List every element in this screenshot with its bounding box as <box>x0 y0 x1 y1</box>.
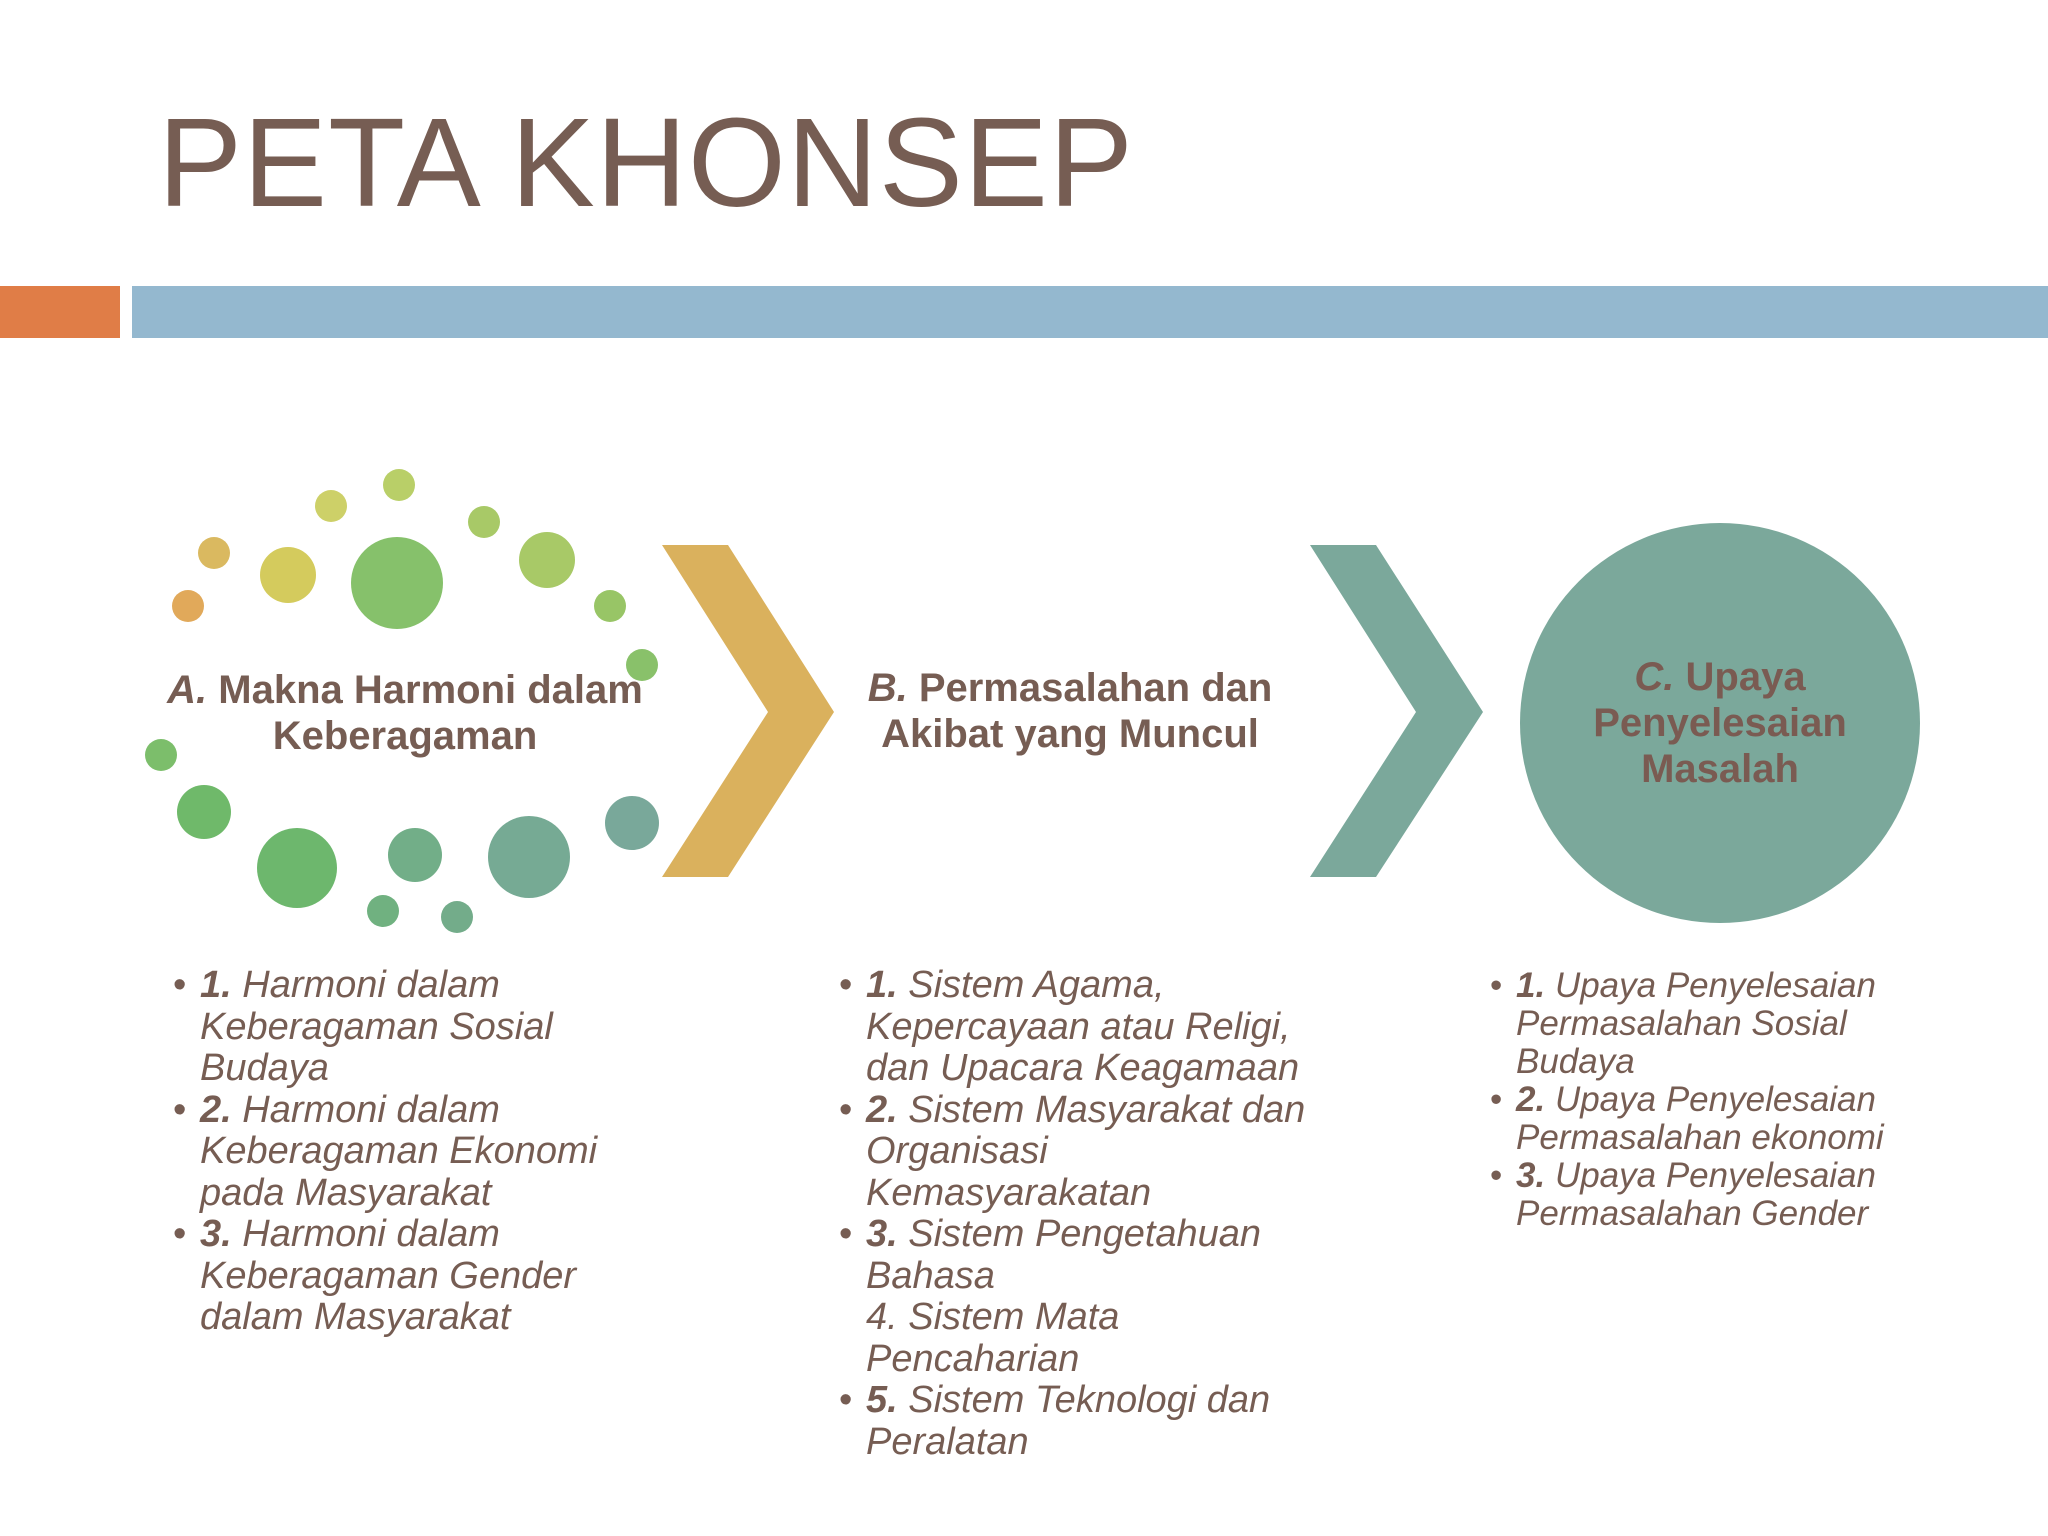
list-item-number: 3. <box>866 1213 898 1255</box>
list-item <box>866 1214 1316 1297</box>
section-c-title: Upaya Penyelesaian Masalah <box>1593 655 1847 791</box>
section-a-title: Makna Harmoni dalam Keberagaman <box>218 668 643 758</box>
list-item-text: Upaya Penyelesaian Permasalahan ekonomi <box>1516 1080 1884 1157</box>
list-item-text: Sistem Mata Pencaharian <box>866 1296 1120 1380</box>
dot <box>260 547 316 603</box>
list-item <box>200 965 670 1090</box>
list-item <box>866 965 1316 1090</box>
dot <box>351 537 443 629</box>
section-b-title: Permasalahan dan Akibat yang Muncul <box>881 666 1273 756</box>
section-a-heading <box>150 667 660 759</box>
dot <box>383 469 415 501</box>
list-item-text: Sistem Teknologi dan Peralatan <box>866 1379 1271 1463</box>
list-item-number: 1. <box>200 964 232 1006</box>
list-item-number: 2. <box>200 1088 232 1131</box>
dot <box>594 590 626 622</box>
page-title: PETA KHONSEP <box>158 92 1134 233</box>
section-c-heading <box>1520 654 1920 792</box>
chevron-arrow-bc <box>1310 545 1483 877</box>
list-item-number: 4. <box>866 1296 898 1338</box>
list-item-text: Sistem Agama, Kepercayaan atau Religi, dan Upacara Keagamaan <box>866 964 1300 1089</box>
section-b-list <box>866 965 1316 1463</box>
dot <box>315 490 347 522</box>
list-item-number: 2. <box>1516 1080 1546 1119</box>
section-c-list <box>1516 967 1936 1233</box>
list-item <box>866 1297 1316 1380</box>
list-item-text: Harmoni dalam Keberagaman Ekonomi pada Masyarakat <box>200 1088 598 1214</box>
list-item <box>200 1214 670 1339</box>
list-item <box>1516 967 1936 1081</box>
dot <box>172 590 204 622</box>
list-item <box>1516 1157 1936 1233</box>
list-item <box>866 1090 1316 1215</box>
list-item-number: 1. <box>1516 966 1546 1005</box>
list-item <box>1516 1081 1936 1157</box>
dot <box>257 828 337 908</box>
list-item-number: 5. <box>866 1379 898 1421</box>
dot <box>519 532 575 588</box>
list-item-text: Sistem Masyarakat dan Organisasi Kemasyarakatan <box>866 1088 1306 1214</box>
dot <box>468 506 500 538</box>
list-item-text: Harmoni dalam Keberagaman Gender dalam Masyarakat <box>200 1213 577 1338</box>
list-item-number: 2. <box>866 1088 898 1131</box>
list-item-text: Harmoni dalam Keberagaman Sosial Budaya <box>200 964 553 1089</box>
dot <box>488 816 570 898</box>
list-item-text: Upaya Penyelesaian Permasalahan Gender <box>1516 1156 1876 1233</box>
dot <box>177 785 231 839</box>
section-b-letter: B. <box>867 666 908 710</box>
list-item-number: 3. <box>200 1213 232 1255</box>
list-item-text: Upaya Penyelesaian Permasalahan Sosial Budaya <box>1516 966 1876 1081</box>
list-item <box>866 1380 1316 1463</box>
dot <box>388 828 442 882</box>
section-b-heading <box>820 665 1320 757</box>
list-item <box>200 1090 670 1215</box>
dot <box>367 895 399 927</box>
list-item-number: 3. <box>1516 1156 1546 1195</box>
dot <box>198 537 230 569</box>
dot <box>441 901 473 933</box>
section-a-list <box>200 965 670 1339</box>
chevron-arrow-ab <box>662 545 834 877</box>
dot <box>605 796 659 850</box>
list-item-number: 1. <box>866 964 898 1006</box>
section-a-letter: A. <box>167 668 208 712</box>
list-item-text: Sistem Pengetahuan Bahasa <box>866 1213 1262 1297</box>
section-c-letter: C. <box>1634 655 1675 699</box>
